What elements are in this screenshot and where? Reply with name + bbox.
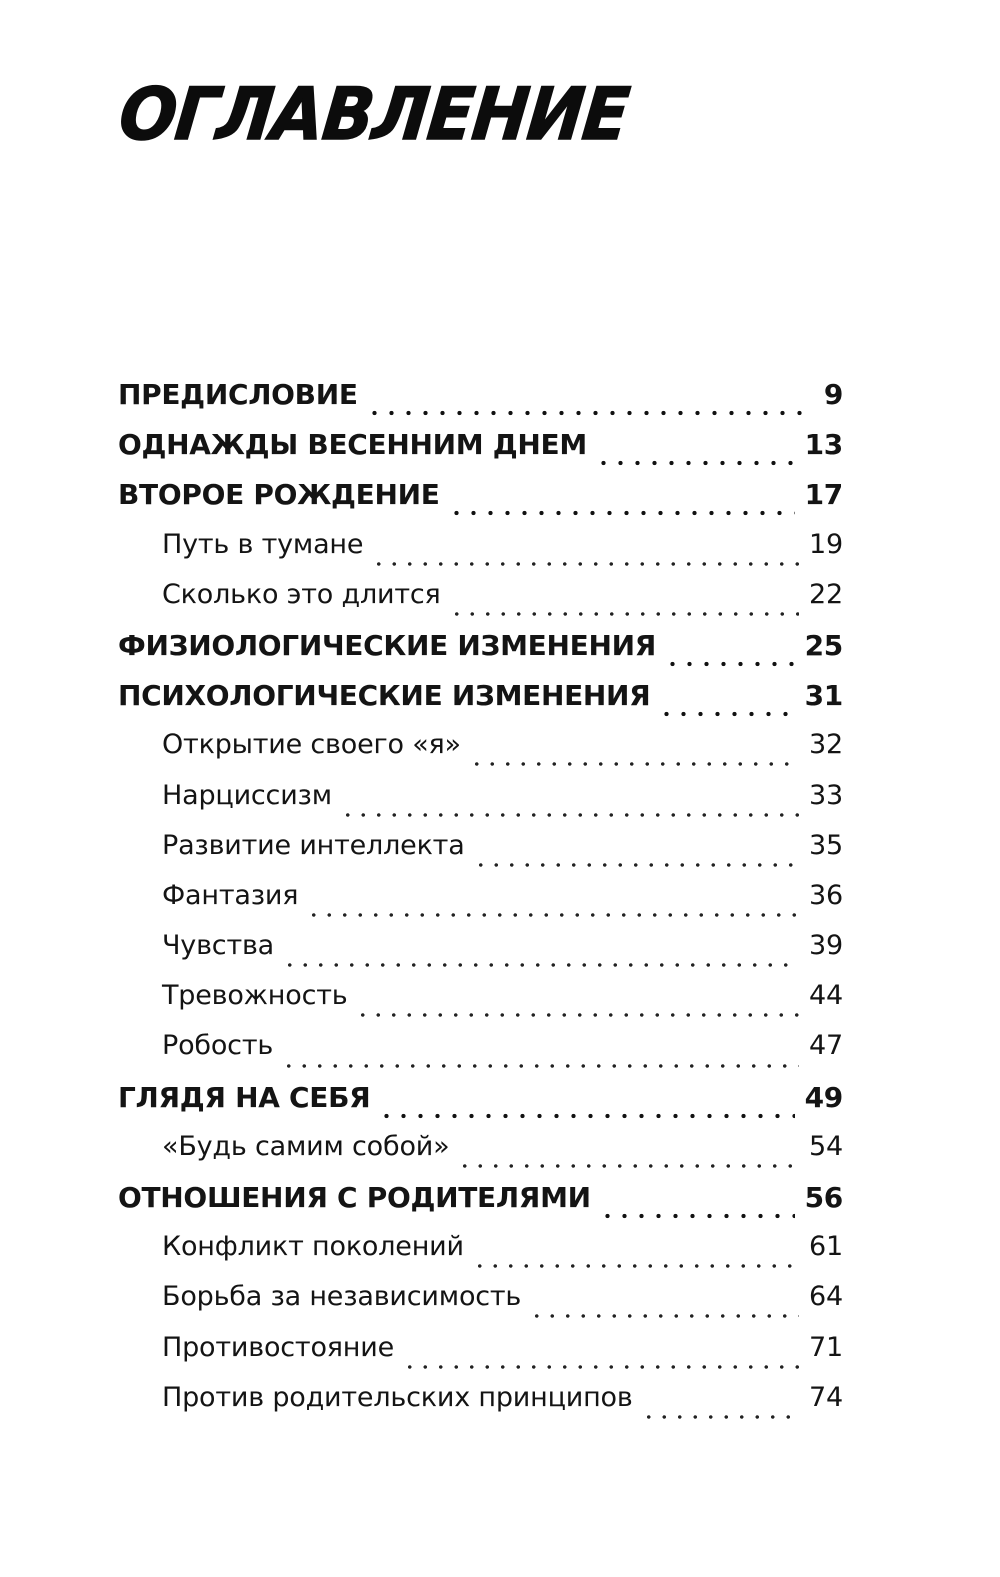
- dot-leader: [281, 1063, 799, 1069]
- toc-entry-page-number: 35: [809, 829, 843, 861]
- dot-leader: [664, 661, 795, 667]
- toc-subentry[interactable]: [162, 1231, 843, 1281]
- toc-entry-page-number: 17: [804, 478, 843, 512]
- toc-entry-title: Противостояние: [162, 1331, 395, 1363]
- toc-entry-page-number: 47: [809, 1030, 843, 1062]
- toc-subentry[interactable]: [162, 980, 843, 1030]
- toc-entry-title: Тревожность: [162, 980, 348, 1012]
- toc-entry-page-number: 54: [809, 1130, 843, 1162]
- dot-leader: [366, 410, 814, 416]
- page-title: ОГЛАВЛЕНИЕ: [115, 72, 633, 156]
- toc-entry[interactable]: [118, 1081, 843, 1131]
- dot-leader: [282, 962, 799, 968]
- dot-leader: [658, 711, 794, 717]
- dot-leader: [449, 611, 799, 617]
- toc-entry-title: Сколько это длится: [162, 578, 441, 610]
- dot-leader: [371, 561, 799, 567]
- dot-leader: [306, 912, 799, 918]
- toc-entry-page-number: 19: [809, 528, 843, 560]
- dot-leader: [595, 460, 795, 466]
- toc-entry-page-number: 71: [809, 1331, 843, 1363]
- toc-entry-title: Нарциссизм: [162, 779, 332, 811]
- toc-entry-title: ОТНОШЕНИЯ С РОДИТЕЛЯМИ: [118, 1181, 591, 1214]
- toc-entry-page-number: 39: [809, 930, 843, 962]
- toc-entry-title: «Будь самим собой»: [162, 1130, 450, 1162]
- dot-leader: [599, 1213, 795, 1219]
- toc-entry-title: ФИЗИОЛОГИЧЕСКИЕ ИЗМЕНЕНИЯ: [118, 628, 656, 662]
- toc-entry-title: Робость: [162, 1030, 274, 1062]
- toc-entry[interactable]: [118, 629, 843, 679]
- toc-entry-page-number: 31: [804, 679, 843, 713]
- toc-entry-page-number: 32: [809, 729, 843, 761]
- toc-subentry[interactable]: [162, 1030, 843, 1080]
- toc-entry[interactable]: [118, 378, 843, 428]
- dot-leader: [378, 1113, 794, 1119]
- toc-subentry[interactable]: [162, 529, 843, 579]
- toc-entry-title: Развитие интеллекта: [162, 829, 465, 861]
- toc-entry-title: ОДНАЖДЫ ВЕСЕННИМ ДНЕМ: [118, 428, 587, 462]
- toc-entry-title: Фантазия: [162, 879, 299, 911]
- toc-subentry[interactable]: [162, 880, 843, 930]
- dot-leader: [355, 1012, 799, 1018]
- toc-entry-title: ГЛЯДЯ НА СЕБЯ: [118, 1080, 371, 1114]
- toc-entry-title: Путь в тумане: [162, 528, 364, 560]
- toc-entry-page-number: 22: [809, 578, 843, 610]
- dot-leader: [457, 1163, 799, 1169]
- table-of-contents: [0, 378, 1000, 1432]
- toc-entry[interactable]: [118, 679, 843, 729]
- toc-entry-page-number: 64: [809, 1281, 843, 1313]
- toc-entry-page-number: 56: [804, 1181, 843, 1214]
- dot-leader: [448, 510, 795, 516]
- toc-entry-page-number: 74: [809, 1381, 843, 1413]
- toc-entry[interactable]: [118, 428, 843, 478]
- toc-subentry[interactable]: [162, 579, 843, 629]
- toc-subentry[interactable]: [162, 930, 843, 980]
- toc-subentry[interactable]: [162, 1281, 843, 1331]
- toc-entry-page-number: 61: [809, 1231, 843, 1263]
- dot-leader: [469, 761, 799, 767]
- toc-entry-title: ВТОРОЕ РОЖДЕНИЕ: [118, 478, 440, 512]
- toc-entry-page-number: 13: [804, 428, 843, 462]
- toc-entry-page-number: 44: [809, 980, 843, 1012]
- toc-subentry[interactable]: [162, 729, 843, 779]
- toc-entry-page-number: 25: [804, 628, 843, 662]
- toc-subentry[interactable]: [162, 780, 843, 830]
- toc-entry-title: Конфликт поколений: [162, 1231, 464, 1263]
- dot-leader: [340, 812, 799, 818]
- toc-subentry[interactable]: [162, 1131, 843, 1181]
- toc-subentry[interactable]: [162, 830, 843, 880]
- toc-entry-page-number: 9: [823, 378, 843, 411]
- dot-leader: [472, 1263, 799, 1269]
- toc-subentry[interactable]: [162, 1332, 843, 1382]
- dot-leader: [641, 1414, 799, 1420]
- toc-entry-page-number: 33: [809, 779, 843, 811]
- dot-leader: [402, 1364, 799, 1370]
- toc-entry[interactable]: [118, 478, 843, 528]
- toc-entry-title: Открытие своего «я»: [162, 729, 461, 761]
- toc-entry-page-number: 36: [809, 879, 843, 911]
- toc-entry-page-number: 49: [804, 1080, 843, 1114]
- toc-entry-title: Против родительских принципов: [162, 1381, 633, 1413]
- toc-entry-title: Борьба за независимость: [162, 1281, 522, 1313]
- dot-leader: [529, 1313, 799, 1319]
- toc-subentry[interactable]: [162, 1382, 843, 1432]
- toc-entry[interactable]: [118, 1181, 843, 1231]
- toc-entry-title: Чувства: [162, 930, 275, 962]
- toc-entry-title: ПРЕДИСЛОВИЕ: [118, 378, 358, 411]
- toc-entry-title: ПСИХОЛОГИЧЕСКИЕ ИЗМЕНЕНИЯ: [118, 679, 651, 713]
- dot-leader: [473, 862, 799, 868]
